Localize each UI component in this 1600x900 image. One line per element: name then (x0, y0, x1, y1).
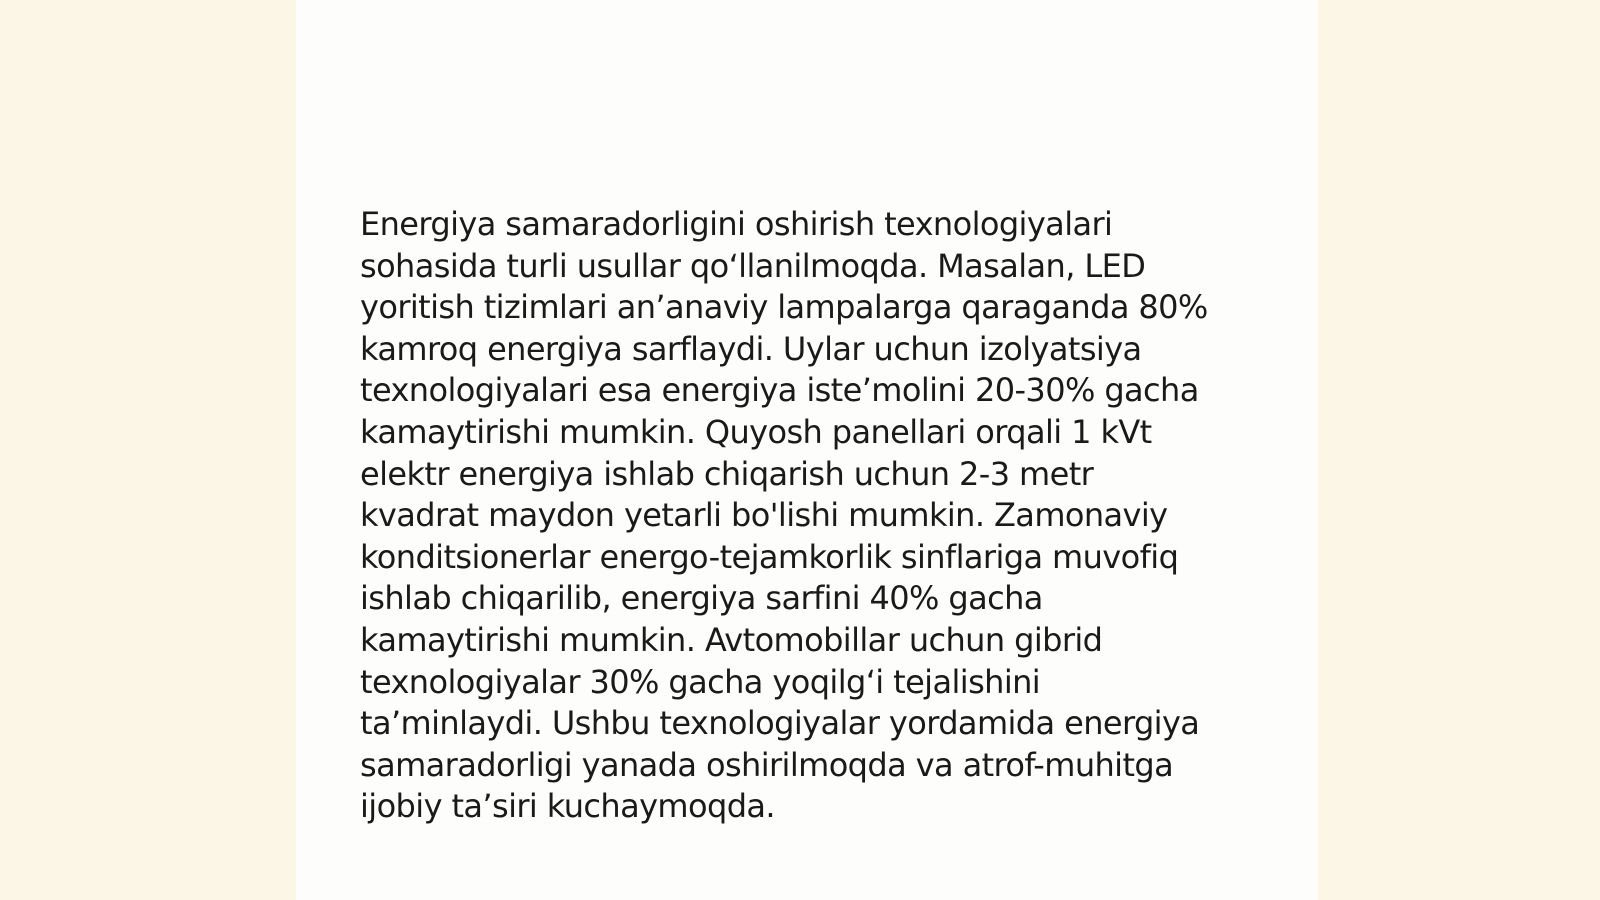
right-margin-background (1318, 0, 1600, 900)
paragraph-line: Energiya samaradorligini oshirish texnologiyalari (360, 205, 1113, 243)
paragraph-line: yoritish tizimlari an’anaviy lampalarga qaraganda 80% (360, 288, 1208, 327)
left-margin-background (0, 0, 296, 900)
paragraph-line: texnologiyalari esa energiya iste’molini 20-30% gacha (360, 371, 1199, 410)
paragraph-line: samaradorligi yanada oshirilmoqda va atrof-muhitga (360, 745, 1174, 784)
paragraph-line: sohasida turli usullar qo‘llanilmoqda. Masalan, LED (360, 246, 1146, 285)
paragraph-line: texnologiyalar 30% gacha yoqilg‘i tejalishini (360, 662, 1041, 701)
paragraph-line: ijobiy ta’siri kuchaymoqda. (360, 787, 775, 826)
body-paragraph (360, 204, 1260, 828)
paragraph-line: ishlab chiqarilib, energiya sarfini 40% gacha (360, 579, 1043, 618)
paragraph-line: kamaytirishi mumkin. Quyosh panellari orqali 1 kVt (360, 412, 1152, 451)
document-page (296, 0, 1318, 900)
paragraph-line: konditsionerlar energo-tejamkorlik sinflariga muvofiq (360, 537, 1179, 576)
paragraph-line: kvadrat maydon yetarli bo'lishi mumkin. Zamonaviy (360, 496, 1168, 535)
paragraph-line: elektr energiya ishlab chiqarish uchun 2-3 metr (360, 454, 1094, 493)
paragraph-line: kamaytirishi mumkin. Avtomobillar uchun gibrid (360, 620, 1103, 659)
paragraph-line: ta’minlaydi. Ushbu texnologiyalar yordamida energiya (360, 704, 1200, 743)
paragraph-line: kamroq energiya sarflaydi. Uylar uchun izolyatsiya (360, 329, 1142, 368)
